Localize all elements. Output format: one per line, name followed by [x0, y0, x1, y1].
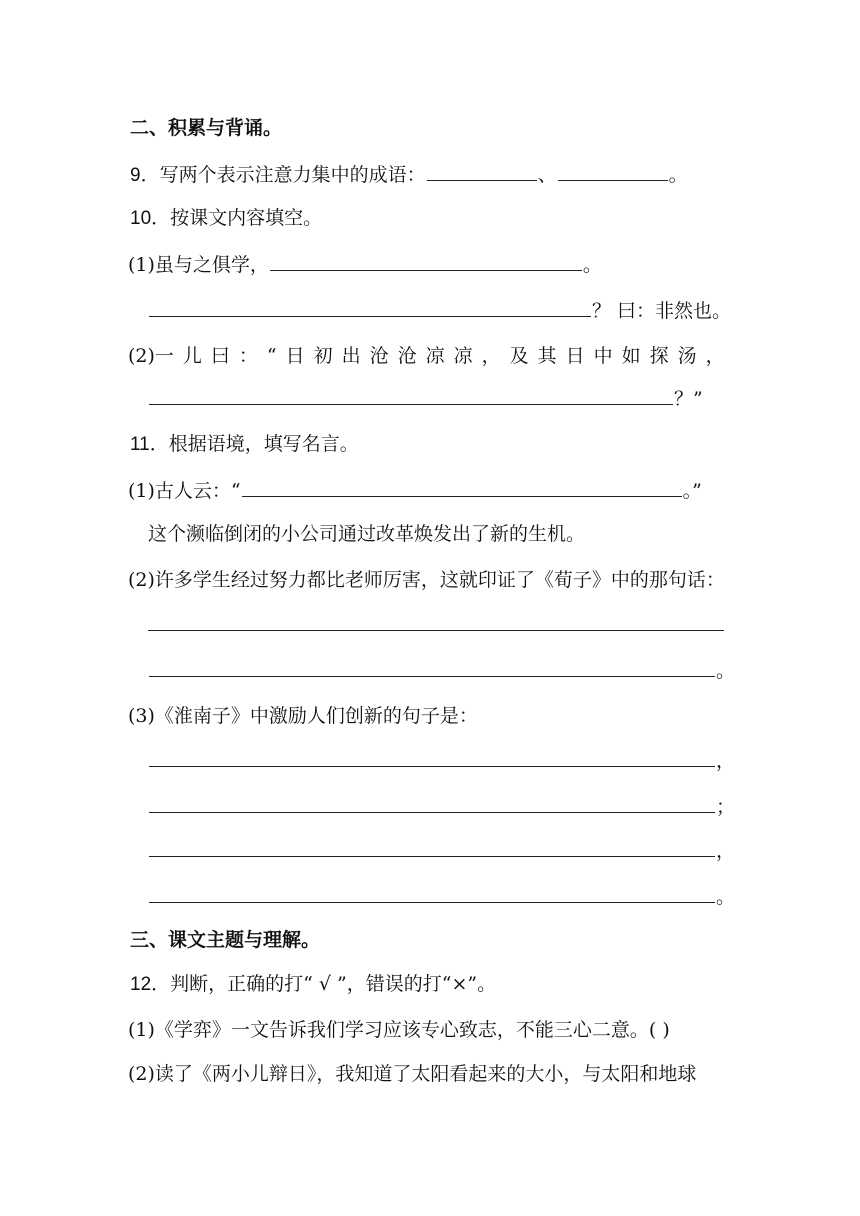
answer-blank[interactable] [149, 882, 715, 903]
question-11 [130, 430, 359, 458]
answer-blank[interactable] [149, 384, 673, 405]
section-2-title: 二、积累与背诵。 [130, 117, 283, 139]
line-end-punct: ， [716, 840, 736, 862]
question-10-2-line-2-end: ？” [674, 388, 703, 410]
question-9-end: 。 [668, 164, 688, 186]
question-10-1 [128, 250, 602, 278]
line-end-punct: 。 [716, 886, 736, 908]
answer-blank[interactable] [270, 250, 582, 271]
question-9-separator: 、 [537, 164, 557, 186]
question-11-1 [128, 476, 702, 504]
answer-blank[interactable] [149, 656, 715, 677]
section-3-title: 三、课文主题与理解。 [130, 929, 321, 951]
question-9-text: 写两个表示注意力集中的成语： [159, 164, 426, 186]
question-12-number: 12． [130, 974, 171, 995]
question-10 [130, 204, 322, 232]
line-end-punct: ， [716, 750, 736, 772]
question-11-number: 11． [130, 434, 169, 455]
question-10-2 [128, 342, 734, 370]
question-11-3-line-3 [148, 836, 735, 864]
question-11-2-line-2 [148, 656, 735, 684]
answer-blank[interactable] [149, 296, 591, 317]
question-11-2-end: 。 [716, 660, 736, 682]
answer-blank[interactable] [427, 160, 537, 181]
question-9 [130, 160, 688, 188]
answer-line[interactable] [148, 630, 724, 631]
question-11-3-line-4 [148, 882, 735, 910]
question-10-1-line-2-end: ？ 曰：非然也。 [592, 300, 732, 322]
question-12-text: 判断，正确的打“ √ ”，错误的打“×”。 [170, 973, 497, 995]
question-11-1-prefix: (1)古人云：“ [128, 480, 241, 502]
question-12 [130, 970, 496, 998]
question-11-text: 根据语境，填写名言。 [168, 433, 359, 455]
question-11-3-line-1 [148, 746, 735, 774]
question-12-2: (2)读了《两小儿辩日》，我知道了太阳看起来的大小，与太阳和地球 [128, 1063, 697, 1085]
answer-blank[interactable] [149, 836, 715, 857]
question-11-2: (2)许多学生经过努力都比老师厉害，这就印证了《荀子》中的那句话： [128, 569, 725, 591]
answer-blank[interactable] [149, 792, 715, 813]
question-10-2-line-2 [148, 384, 703, 412]
question-11-3-line-2 [148, 792, 735, 820]
question-12-1: (1)《学弈》一文告诉我们学习应该专心致志，不能三心二意。( ) [128, 1019, 670, 1041]
answer-blank[interactable] [558, 160, 668, 181]
question-10-1-prefix: (1)虽与之俱学， [128, 254, 269, 276]
question-10-1-end: 。 [582, 254, 602, 276]
question-10-text: 按课文内容填空。 [170, 207, 323, 229]
question-11-3: (3)《淮南子》中激励人们创新的句子是： [128, 705, 478, 727]
answer-blank[interactable] [149, 746, 715, 767]
question-11-1-line-2: 这个濒临倒闭的小公司通过改革焕发出了新的生机。 [148, 523, 586, 545]
question-9-number: 9． [130, 165, 160, 186]
question-10-2-text: 一儿曰：“日初出沧沧凉凉，及其日中如探汤， [154, 345, 734, 367]
answer-blank[interactable] [242, 476, 682, 497]
question-11-1-end: 。” [682, 480, 702, 502]
question-10-1-line-2 [148, 296, 731, 324]
question-10-2-prefix: (2) [128, 345, 155, 367]
question-10-number: 10． [130, 208, 171, 229]
line-end-punct: ； [716, 796, 736, 818]
